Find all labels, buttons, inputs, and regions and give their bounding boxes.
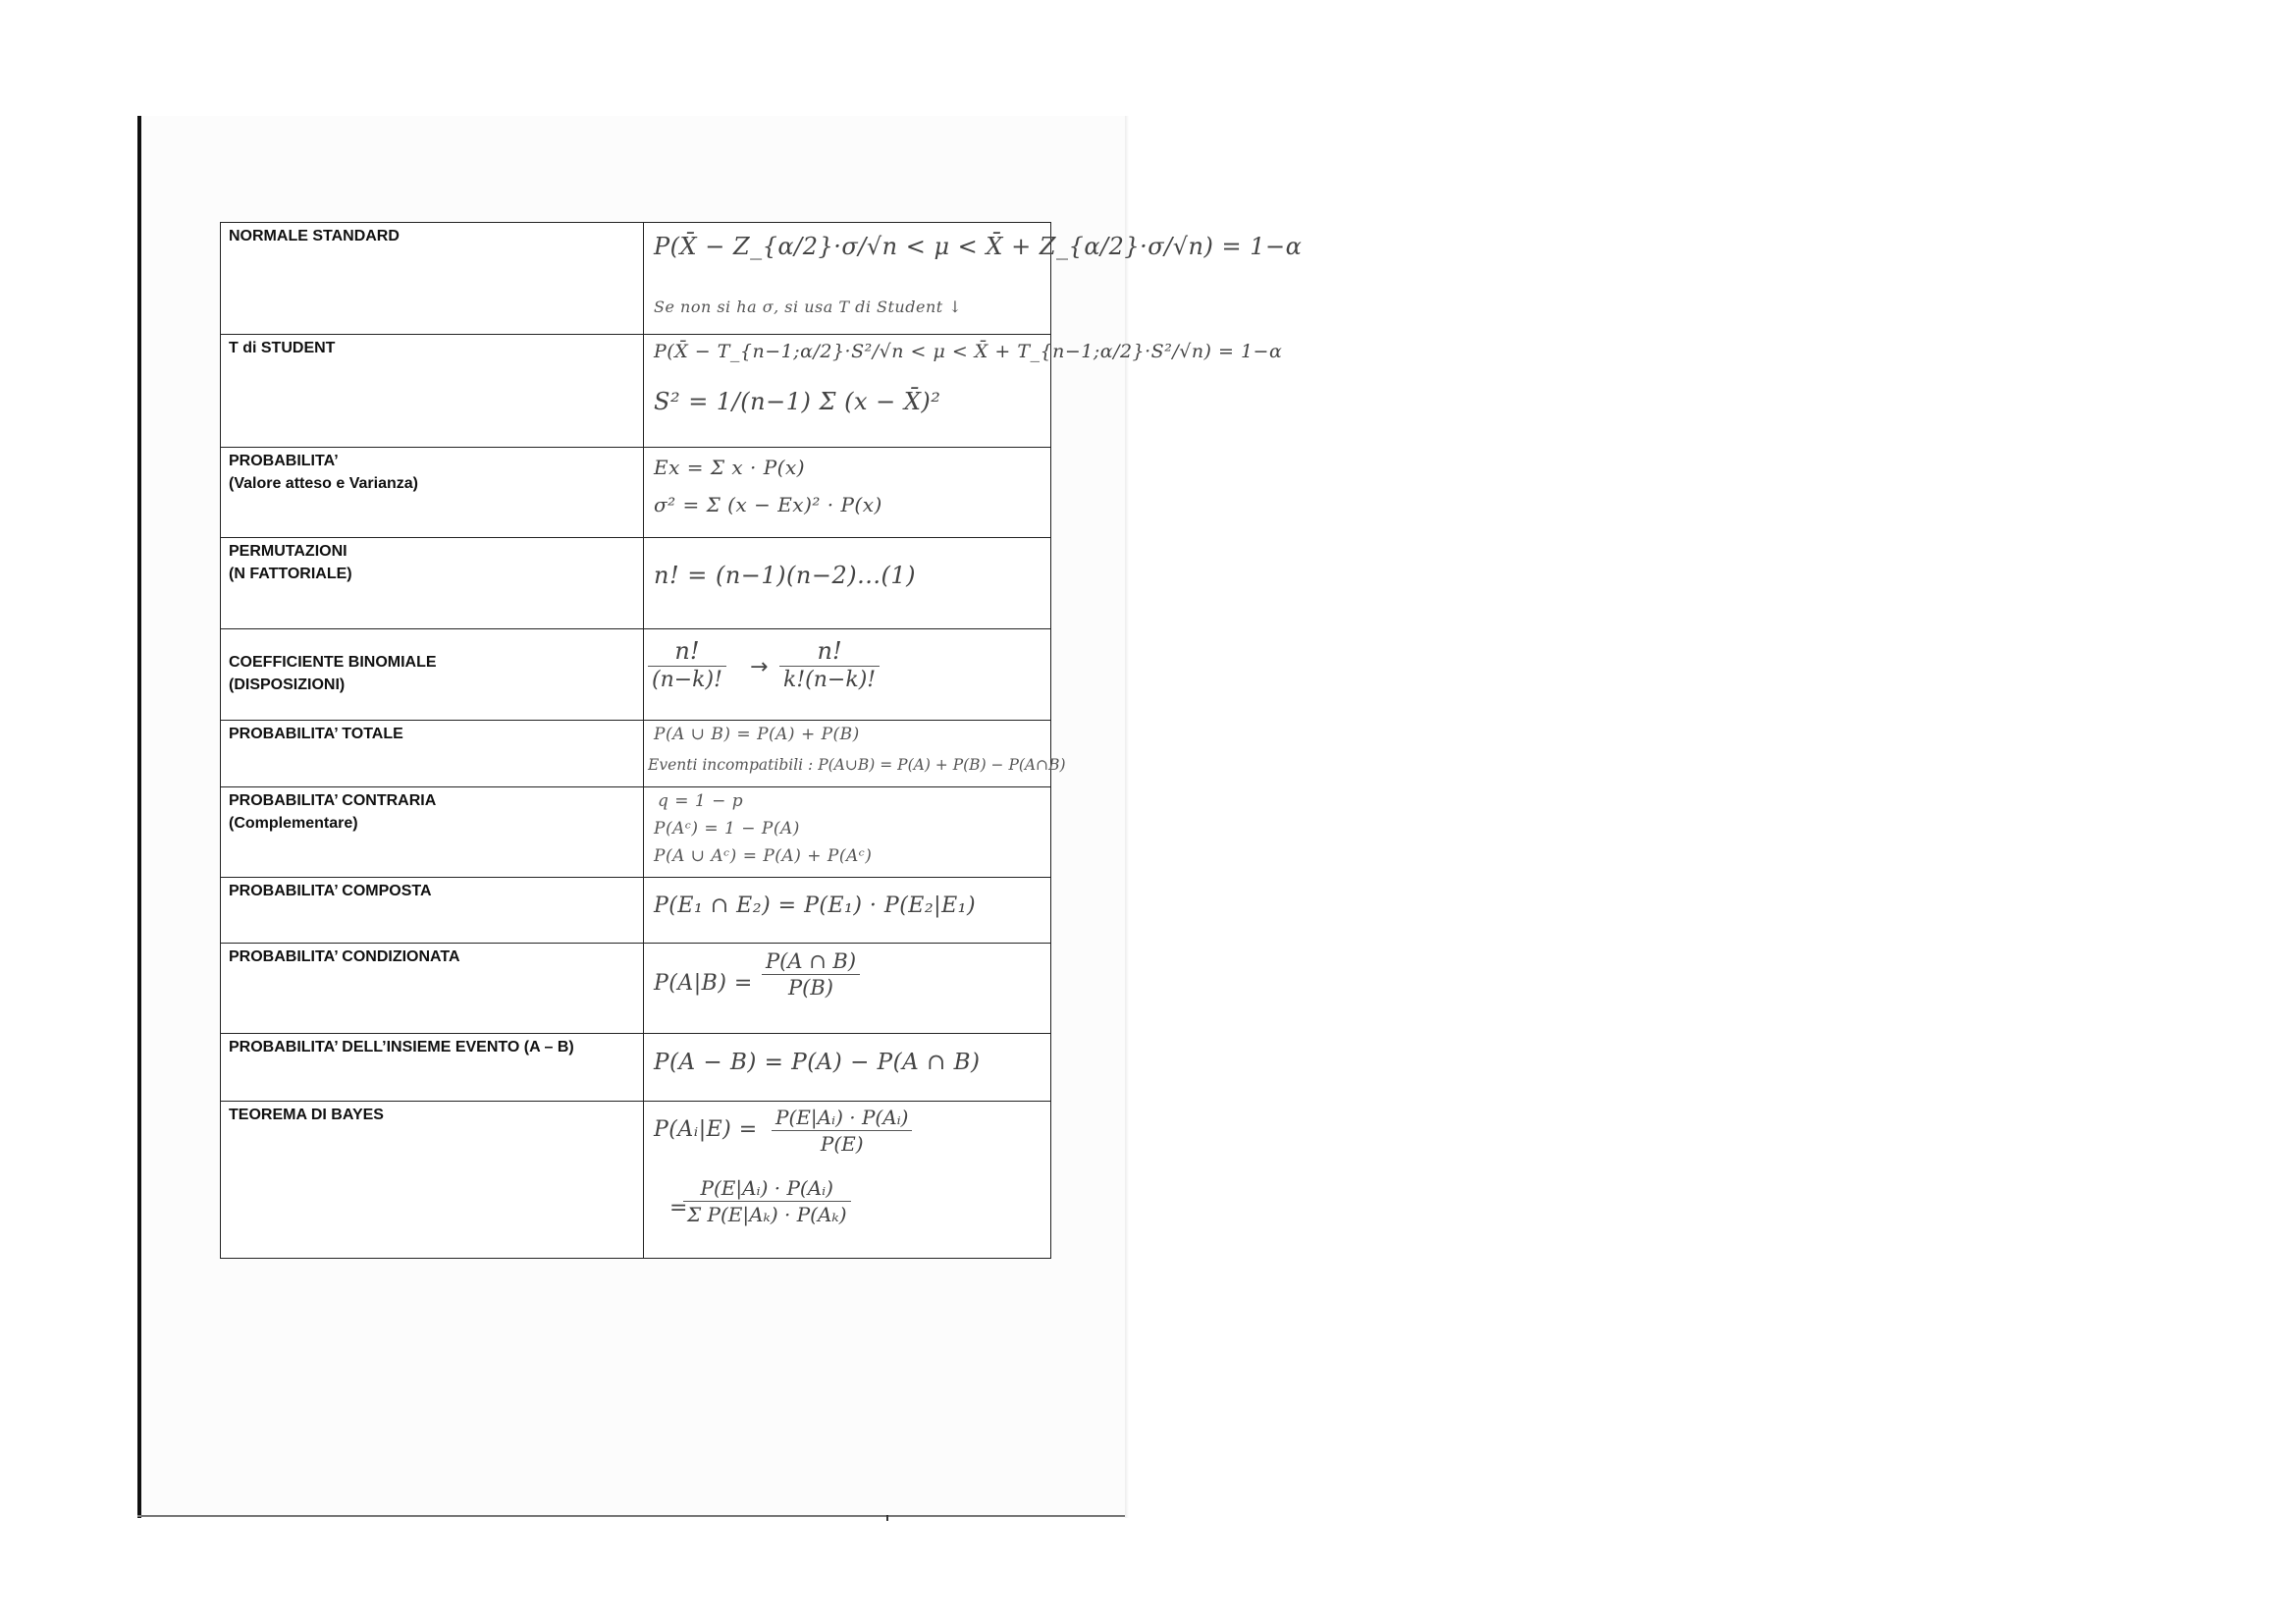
row-label: PROBABILITA’ CONTRARIA (Complementare) — [221, 787, 644, 878]
formula: P(A ∪ B) = P(A) + P(B) — [654, 725, 860, 744]
page-edge — [1125, 116, 1129, 1518]
conditional-fraction — [762, 949, 860, 1000]
table-row — [221, 335, 1051, 448]
formula: P(E₁ ∩ E₂) = P(E₁) · P(E₂|E₁) — [654, 893, 977, 918]
denominator: (n−k)! — [652, 668, 722, 692]
row-label: PROBABILITA’ DELL’INSIEME EVENTO (A – B) — [221, 1034, 644, 1102]
formula: P(A|B) = — [654, 971, 753, 996]
formula: Ex = Σ x · P(x) — [654, 456, 806, 479]
bayes-expanded-fraction — [683, 1176, 851, 1226]
formula: P(Aᶜ) = 1 − P(A) — [654, 819, 800, 839]
formula-cell — [644, 335, 1283, 448]
row-label: PERMUTAZIONI (N FATTORIALE) — [221, 538, 644, 629]
formula-note: Se non si ha σ, si usa T di Student ↓ — [654, 298, 963, 316]
table-row — [221, 1034, 1051, 1102]
formula-cell — [644, 721, 1066, 787]
table-row — [221, 629, 1051, 721]
row-label: PROBABILITA’ COMPOSTA — [221, 878, 644, 944]
row-label: T di STUDENT — [221, 335, 644, 448]
formula: P(Aᵢ|E) = — [654, 1117, 758, 1142]
denominator: k!(n−k)! — [783, 668, 877, 692]
formula-cell — [644, 1034, 1051, 1102]
numerator: P(A ∩ B) — [766, 949, 857, 973]
formula: P(A ∪ Aᶜ) = P(A) + P(Aᶜ) — [654, 846, 873, 866]
bayes-fraction — [772, 1106, 912, 1156]
binomial-fraction-left — [648, 637, 726, 692]
table-row — [221, 944, 1051, 1034]
fraction-bar — [772, 1130, 912, 1131]
formula: S² = 1/(n−1) Σ (x − X̄)² — [654, 388, 941, 415]
formula-cell — [644, 448, 1051, 538]
table-row — [221, 448, 1051, 538]
page-tick-mark — [886, 1515, 888, 1521]
row-label: PROBABILITA’ CONDIZIONATA — [221, 944, 644, 1034]
row-label: PROBABILITA’ TOTALE — [221, 721, 644, 787]
table-row — [221, 223, 1051, 335]
binomial-fraction-right — [779, 637, 880, 692]
formula-table — [220, 222, 1303, 1259]
denominator: P(E) — [820, 1132, 864, 1156]
formula: Eventi incompatibili : P(A∪B) = P(A) + P(B) − P(A∩B) — [648, 756, 1066, 774]
fraction-bar — [683, 1201, 851, 1202]
row-label: TEOREMA DI BAYES — [221, 1102, 644, 1259]
row-label: COEFFICIENTE BINOMIALE (DISPOSIZIONI) — [221, 629, 644, 721]
arrow-icon: → — [750, 655, 769, 679]
table-row — [221, 787, 1051, 878]
numerator: P(E|Aᵢ) · P(Aᵢ) — [700, 1176, 833, 1200]
numerator: n! — [674, 637, 700, 665]
formula: P(X̄ − T_{n−1;α/2}·S²/√n < μ < X̄ + T_{n−1;α/2}·S²/√n) = 1−α — [654, 341, 1283, 362]
formula-cell — [644, 1102, 1051, 1259]
denominator: P(B) — [788, 976, 833, 1000]
row-label: PROBABILITA’ (Valore atteso e Varianza) — [221, 448, 644, 538]
table-row — [221, 1102, 1051, 1259]
formula: σ² = Σ (x − Ex)² · P(x) — [654, 493, 882, 516]
formula: q = 1 − p — [658, 791, 744, 811]
fraction-bar — [648, 666, 726, 667]
fraction-bar — [779, 666, 880, 667]
formula-cell — [644, 944, 1051, 1034]
table-row — [221, 538, 1051, 629]
denominator: Σ P(E|Aₖ) · P(Aₖ) — [687, 1203, 847, 1226]
numerator: n! — [817, 637, 842, 665]
equals-sign: = — [669, 1196, 688, 1220]
formula-cell — [644, 538, 1051, 629]
numerator: P(E|Aᵢ) · P(Aᵢ) — [775, 1106, 909, 1129]
formula-cell — [644, 629, 1051, 721]
row-label: NORMALE STANDARD — [221, 223, 644, 335]
formula-cell — [644, 878, 1051, 944]
fraction-bar — [762, 974, 860, 975]
formula-cell — [644, 223, 1303, 335]
table-row — [221, 878, 1051, 944]
formula: P(A − B) = P(A) − P(A ∩ B) — [654, 1050, 981, 1075]
table-row — [221, 721, 1051, 787]
formula: n! = (n−1)(n−2)...(1) — [654, 562, 916, 589]
page-bottom-edge — [137, 1515, 1125, 1517]
formula: P(X̄ − Z_{α/2}·σ/√n < μ < X̄ + Z_{α/2}·σ/√n) = 1−α — [654, 233, 1303, 260]
formula-cell — [644, 787, 1051, 878]
